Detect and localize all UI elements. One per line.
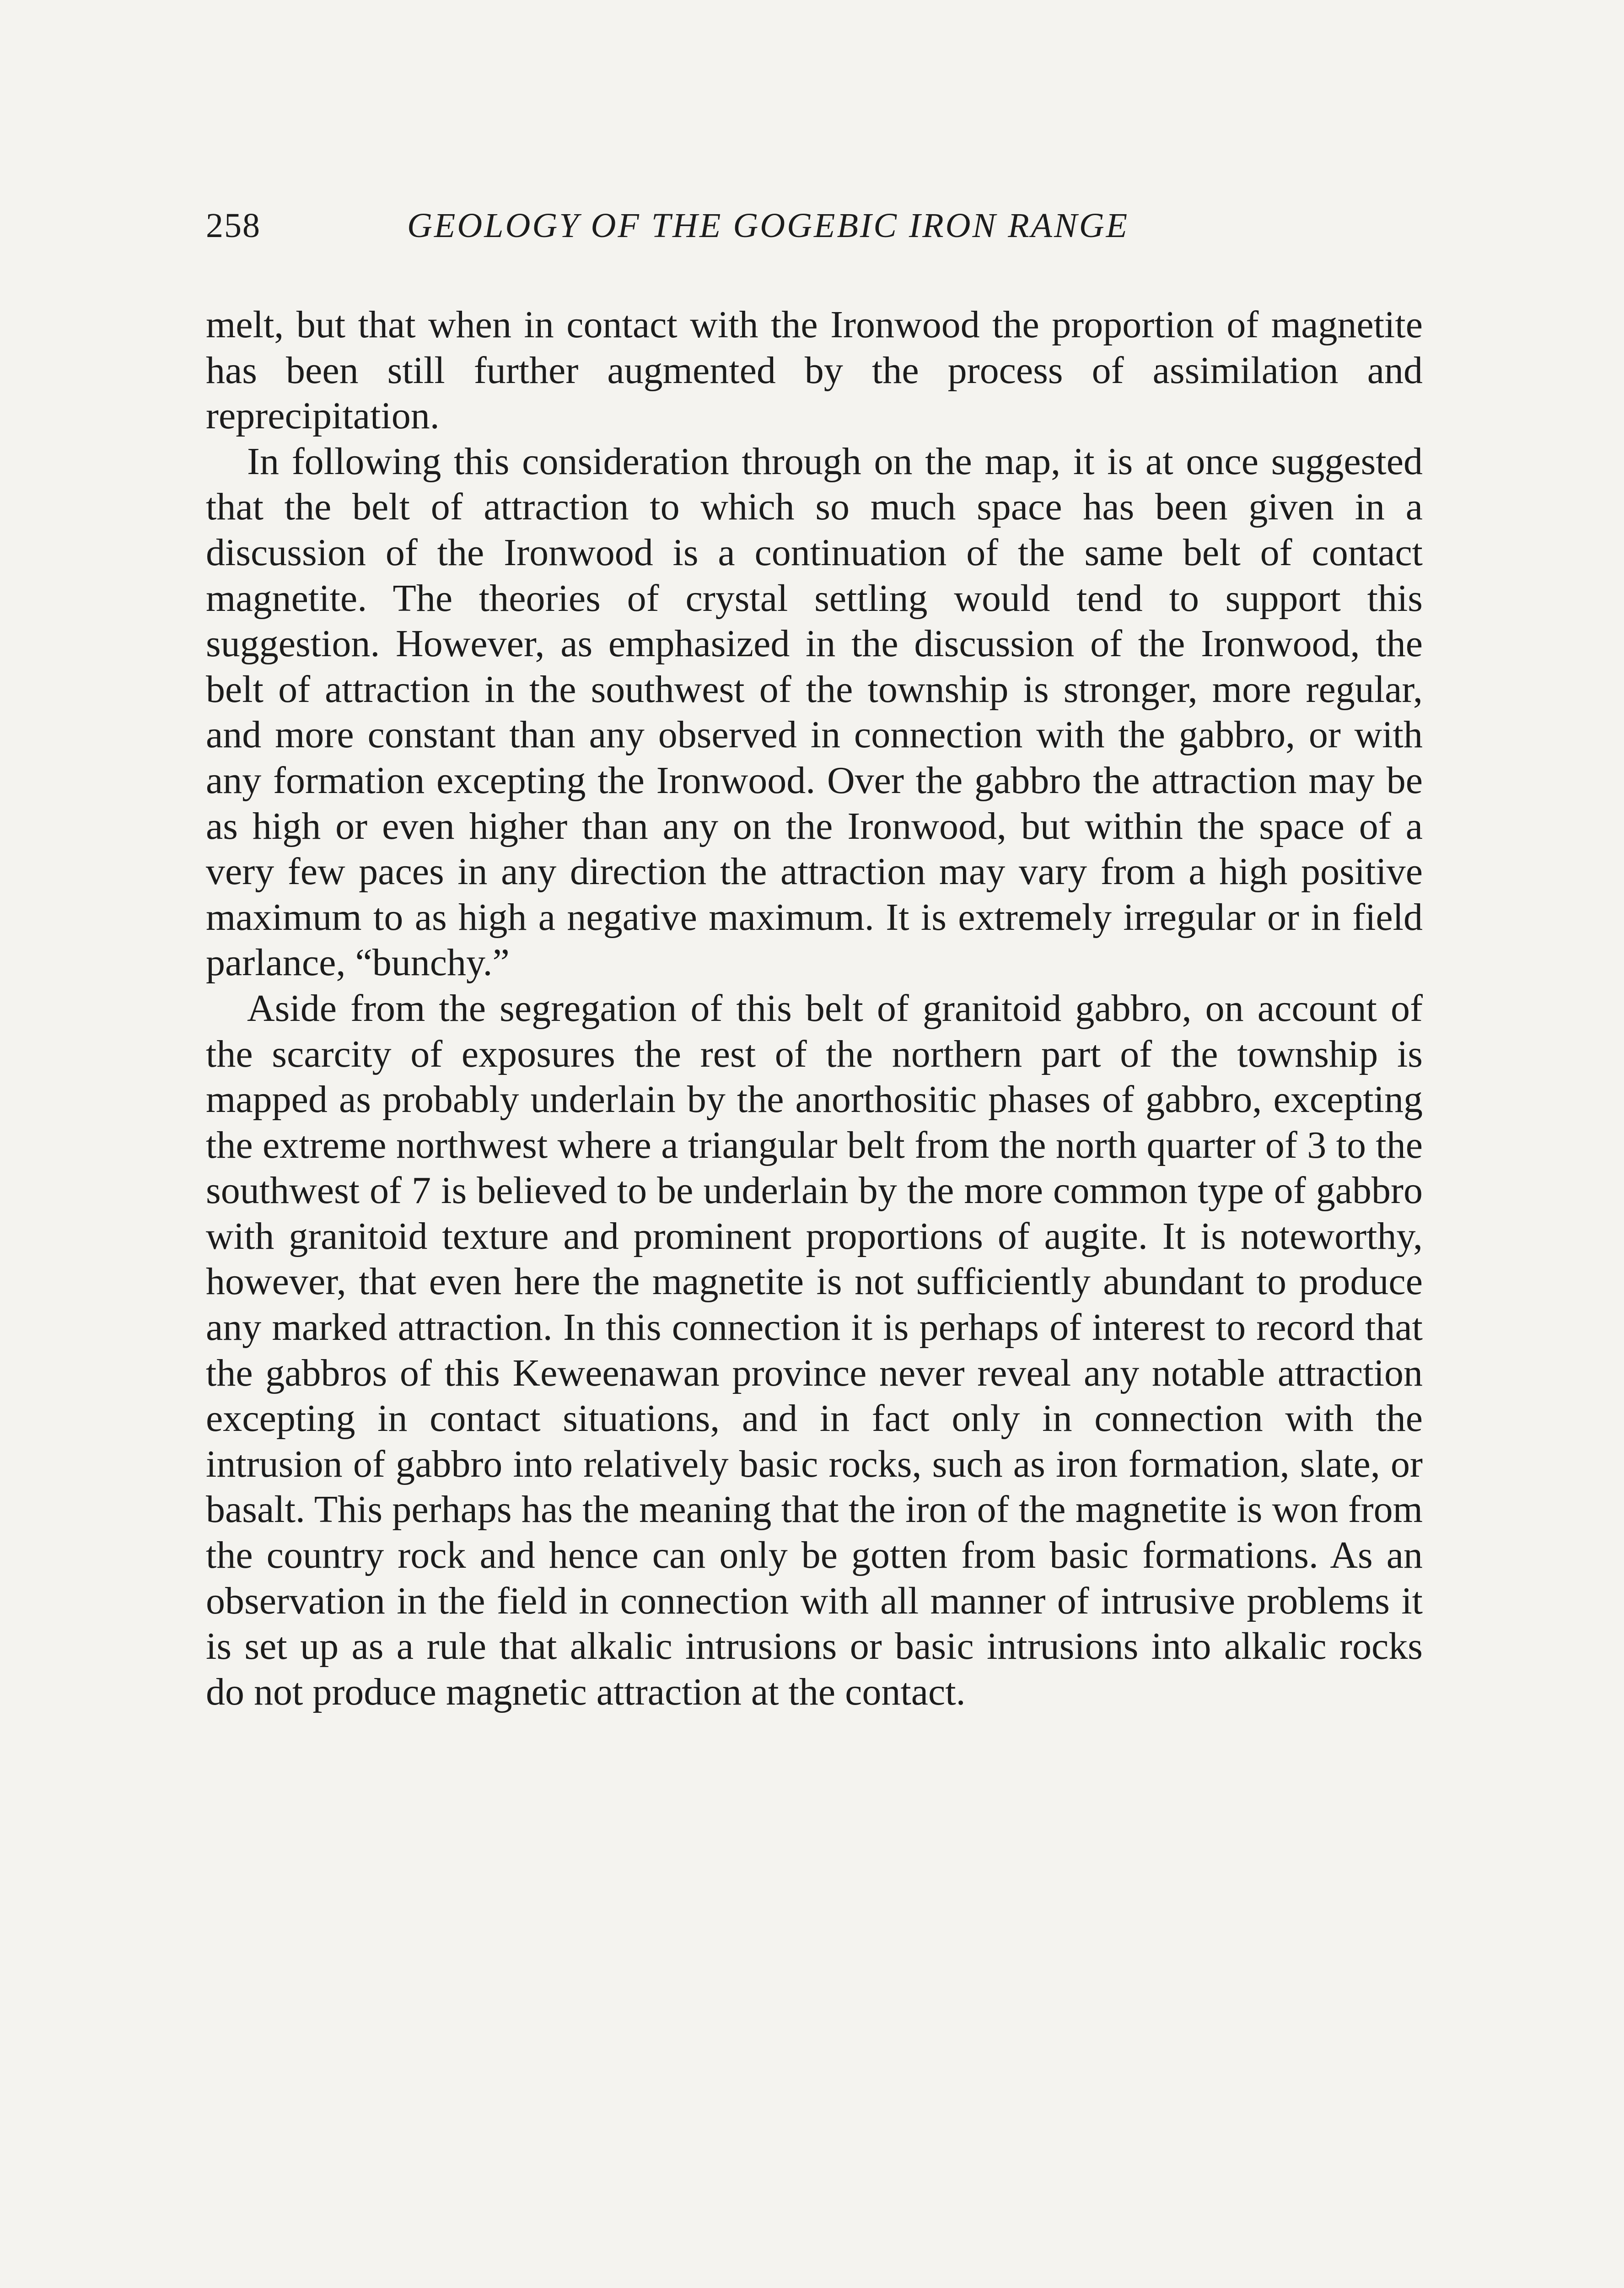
body-text bbox=[206, 302, 1423, 1715]
running-title: GEOLOGY OF THE GOGEBIC IRON RANGE bbox=[407, 206, 1129, 245]
paragraph-continued: melt, but that when in contact with the Ironwood the proportion of magnetite has been still further augmented by the process of assimilation and reprecipitation. bbox=[206, 303, 1423, 437]
page-number: 258 bbox=[206, 206, 261, 245]
paragraph-belt-of-attraction: In following this consideration through on the map, it is at once suggested that the belt of attraction to which so much space has been given in a discussion of the Ironwood is a continuation of the same belt of contact magnetite. The theories of crystal settling would tend to support this suggestion. However, as emphasized in the discussion of the Ironwood, the belt of attraction in the southwest of the township is stronger, more regular, and more constant than any observed in connection with the gabbro, or with any formation excepting the Ironwood. Over the gabbro the attraction may be as high or even higher than any on the Ironwood, but within the space of a very few paces in any direction the attraction may vary from a high positive maximum to as high a negative maximum. It is extremely irregular or in field parlance, “bunchy.” bbox=[206, 440, 1423, 984]
paragraph-granitoid-gabbro: Aside from the segregation of this belt of granitoid gabbro, on account of the scarcity of exposures the rest of the northern part of the township is mapped as probably underlain by the anorthositic phases of gabbro, excepting the extreme northwest where a triangular belt from the north quarter of 3 to the southwest of 7 is believed to be underlain by the more common type of gabbro with granitoid texture and prominent proportions of augite. It is noteworthy, however, that even here the magnetite is not sufficiently abundant to produce any marked attraction. In this connection it is perhaps of interest to record that the gabbros of this Keweenawan province never reveal any notable attraction excepting in contact situations, and in fact only in connection with the intrusion of gabbro into relatively basic rocks, such as iron formation, slate, or basalt. This perhaps has the meaning that the iron of the magnetite is won from the country rock and hence can only be gotten from basic formations. As an observation in the field in connection with all manner of intrusive problems it is set up as a rule that alkalic intrusions or basic intrusions into alkalic rocks do not produce magnetic attraction at the contact. bbox=[206, 987, 1423, 1713]
page-header bbox=[206, 206, 1423, 261]
